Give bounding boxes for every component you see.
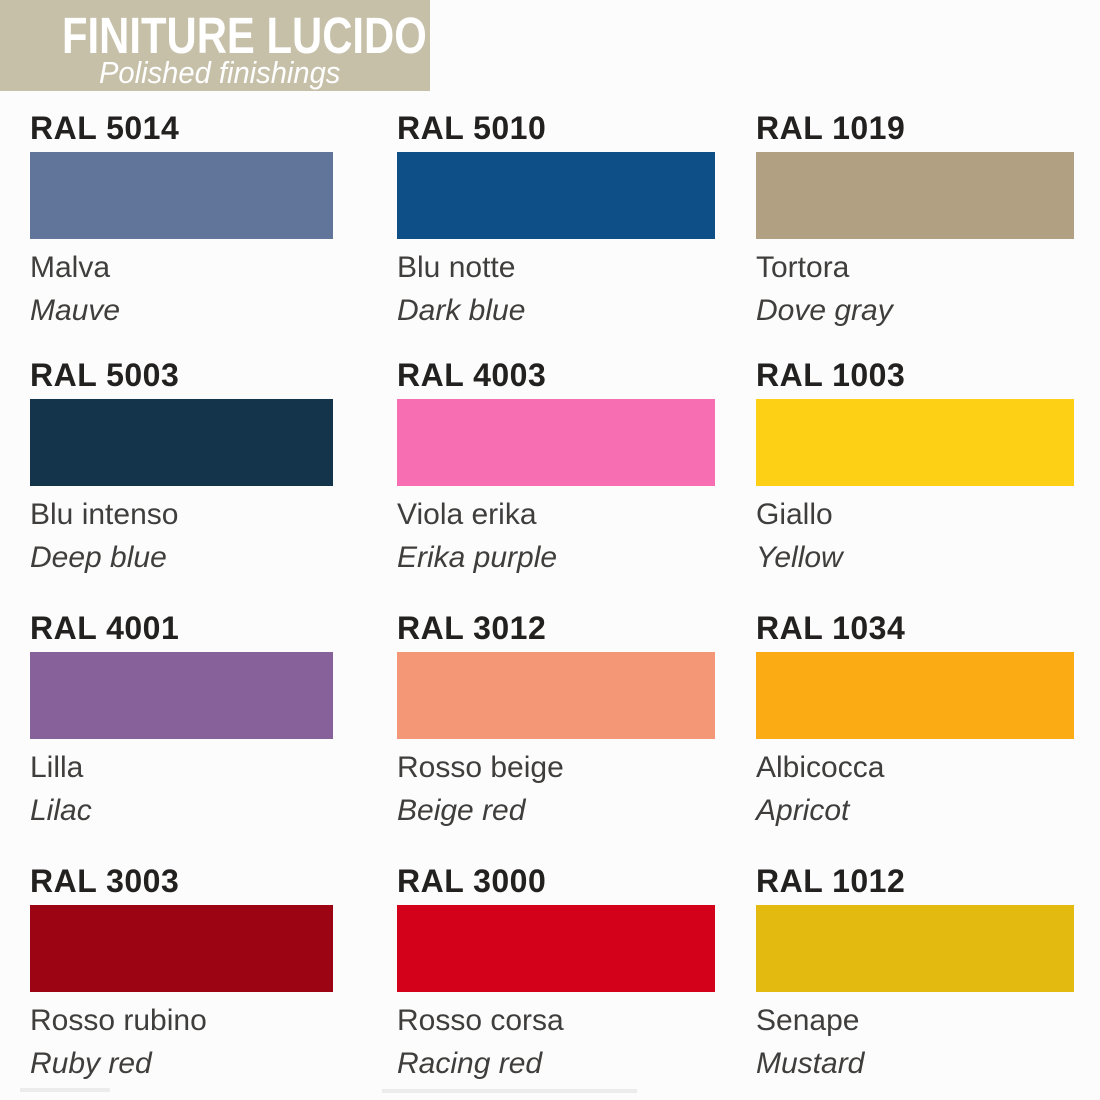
color-name-english: Apricot — [756, 794, 850, 827]
color-name-italian: Rosso rubino — [30, 1004, 207, 1037]
color-name-english: Lilac — [30, 794, 92, 827]
swatch-card-ral-1003 — [756, 359, 1086, 574]
color-name-italian: Blu intenso — [30, 498, 179, 531]
swatch-card-ral-3012 — [397, 612, 727, 827]
color-name-english: Deep blue — [30, 541, 167, 574]
color-name-italian: Viola erika — [397, 498, 537, 531]
color-swatch — [30, 905, 333, 992]
cropped-next-section-artifact — [20, 1088, 110, 1092]
swatch-card-ral-5014 — [30, 112, 360, 327]
color-swatch — [756, 399, 1074, 486]
color-swatch — [397, 905, 715, 992]
ral-code: RAL 1034 — [756, 610, 906, 646]
ral-code: RAL 5003 — [30, 357, 180, 393]
color-name-italian: Blu notte — [397, 251, 516, 284]
color-name-italian: Albicocca — [756, 751, 885, 784]
swatch-card-ral-5003 — [30, 359, 360, 574]
swatch-card-ral-3000 — [397, 865, 727, 1080]
color-name-english: Racing red — [397, 1047, 543, 1080]
color-swatch — [756, 652, 1074, 739]
ral-code: RAL 3003 — [30, 863, 180, 899]
color-name-english: Beige red — [397, 794, 526, 827]
swatch-card-ral-1012 — [756, 865, 1086, 1080]
swatch-card-ral-1019 — [756, 112, 1086, 327]
color-name-english: Mauve — [30, 294, 121, 327]
color-name-english: Dove gray — [756, 294, 893, 327]
color-name-english: Ruby red — [30, 1047, 152, 1080]
color-swatch — [30, 152, 333, 239]
color-name-italian: Senape — [756, 1004, 860, 1037]
swatch-card-ral-4001 — [30, 612, 360, 827]
swatch-card-ral-3003 — [30, 865, 360, 1080]
color-name-italian: Rosso corsa — [397, 1004, 564, 1037]
color-name-italian: Giallo — [756, 498, 833, 531]
ral-code: RAL 1019 — [756, 110, 906, 146]
color-swatch — [397, 652, 715, 739]
swatch-card-ral-4003 — [397, 359, 727, 574]
color-name-english: Dark blue — [397, 294, 526, 327]
color-swatch — [30, 399, 333, 486]
ral-code: RAL 4003 — [397, 357, 547, 393]
cropped-next-section-artifact — [382, 1089, 637, 1093]
color-name-italian: Lilla — [30, 751, 84, 784]
color-swatch — [756, 152, 1074, 239]
ral-code: RAL 4001 — [30, 610, 180, 646]
ral-code: RAL 1012 — [756, 863, 906, 899]
ral-code: RAL 5010 — [397, 110, 547, 146]
color-name-italian: Malva — [30, 251, 111, 284]
section-title: FINITURE LUCIDO — [62, 7, 427, 64]
color-swatch — [30, 652, 333, 739]
section-header-banner — [0, 0, 430, 91]
section-subtitle: Polished finishings — [99, 55, 341, 90]
ral-code: RAL 3012 — [397, 610, 547, 646]
ral-code: RAL 5014 — [30, 110, 180, 146]
color-swatch — [397, 152, 715, 239]
color-name-english: Yellow — [756, 541, 843, 574]
color-name-english: Erika purple — [397, 541, 558, 574]
color-swatch — [756, 905, 1074, 992]
swatch-card-ral-5010 — [397, 112, 727, 327]
color-name-italian: Tortora — [756, 251, 850, 284]
swatch-card-ral-1034 — [756, 612, 1086, 827]
color-swatch — [397, 399, 715, 486]
color-name-english: Mustard — [756, 1047, 865, 1080]
color-name-italian: Rosso beige — [397, 751, 564, 784]
ral-code: RAL 1003 — [756, 357, 906, 393]
ral-code: RAL 3000 — [397, 863, 547, 899]
